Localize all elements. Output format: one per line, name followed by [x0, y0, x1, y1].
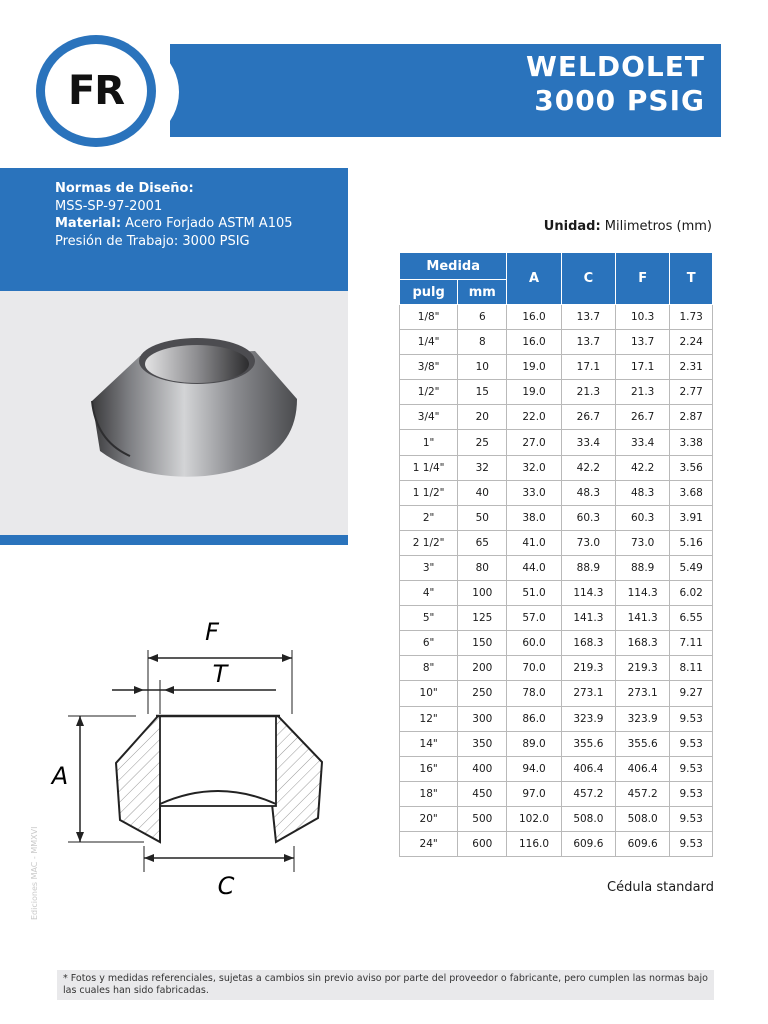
table-cell: 350 — [458, 731, 507, 756]
table-row — [400, 581, 713, 606]
presion-value: Presión de Trabajo: 3000 PSIG — [55, 233, 250, 249]
table-cell: 457.2 — [561, 781, 615, 806]
brand-logo-inner — [45, 44, 147, 138]
table-cell: 86.0 — [507, 706, 561, 731]
table-cell: 88.9 — [616, 555, 670, 580]
table-cell: 48.3 — [561, 480, 615, 505]
table-cell: 3.38 — [670, 430, 713, 455]
table-cell: 3/4" — [400, 405, 458, 430]
table-row — [400, 756, 713, 781]
table-cell: 5" — [400, 606, 458, 631]
table-cell: 73.0 — [561, 530, 615, 555]
page-title — [526, 50, 705, 118]
table-cell: 141.3 — [616, 606, 670, 631]
table-cell: 21.3 — [616, 380, 670, 405]
table-row — [400, 806, 713, 831]
table-cell: 273.1 — [616, 681, 670, 706]
table-cell: 355.6 — [561, 731, 615, 756]
table-cell: 168.3 — [616, 631, 670, 656]
table-cell: 73.0 — [616, 530, 670, 555]
table-row — [400, 355, 713, 380]
table-cell: 5.49 — [670, 555, 713, 580]
table-cell: 26.7 — [616, 405, 670, 430]
photo-accent-bar — [0, 535, 348, 545]
table-cell: 7.11 — [670, 631, 713, 656]
dimensions-table-body — [400, 305, 713, 857]
table-cell: 200 — [458, 656, 507, 681]
header-pulg: pulg — [400, 280, 458, 305]
dimensions-table — [399, 252, 713, 857]
table-cell: 12" — [400, 706, 458, 731]
table-row — [400, 455, 713, 480]
table-cell: 250 — [458, 681, 507, 706]
table-cell: 51.0 — [507, 581, 561, 606]
table-row — [400, 305, 713, 330]
table-cell: 1/4" — [400, 330, 458, 355]
material-value: Acero Forjado ASTM A105 — [121, 216, 293, 231]
table-cell: 13.7 — [561, 305, 615, 330]
header-t: T — [670, 253, 713, 305]
material-label: Material: — [55, 216, 122, 231]
table-cell: 26.7 — [561, 405, 615, 430]
table-cell: 94.0 — [507, 756, 561, 781]
title-line-1: WELDOLET — [526, 50, 705, 83]
table-cell: 27.0 — [507, 430, 561, 455]
table-cell: 40 — [458, 480, 507, 505]
table-cell: 508.0 — [561, 806, 615, 831]
table-cell: 80 — [458, 555, 507, 580]
watermark: Ediciones MAC - MMXVI — [30, 826, 39, 920]
table-cell: 8.11 — [670, 656, 713, 681]
table-cell: 609.6 — [561, 831, 615, 856]
table-cell: 406.4 — [561, 756, 615, 781]
table-cell: 114.3 — [561, 581, 615, 606]
diagram-label-a: A — [51, 762, 69, 790]
table-cell: 15 — [458, 380, 507, 405]
table-cell: 508.0 — [616, 806, 670, 831]
table-row — [400, 330, 713, 355]
header-medida: Medida — [400, 253, 507, 280]
spec-box — [0, 168, 348, 291]
table-cell: 9.53 — [670, 731, 713, 756]
table-cell: 273.1 — [561, 681, 615, 706]
table-cell: 3.68 — [670, 480, 713, 505]
table-cell: 10.3 — [616, 305, 670, 330]
table-cell: 57.0 — [507, 606, 561, 631]
table-cell: 457.2 — [616, 781, 670, 806]
table-cell: 17.1 — [561, 355, 615, 380]
table-cell: 406.4 — [616, 756, 670, 781]
table-cell: 100 — [458, 581, 507, 606]
table-row — [400, 505, 713, 530]
table-cell: 18" — [400, 781, 458, 806]
diagram-label-f: F — [205, 618, 219, 646]
footer-disclaimer: * Fotos y medidas referenciales, sujetas a cambios sin previo aviso por parte del proveedor o fabricante, pero cumplen las normas bajo las cuales han sido fabricadas. — [57, 970, 714, 1000]
table-cell: 3/8" — [400, 355, 458, 380]
table-cell: 355.6 — [616, 731, 670, 756]
table-cell: 24" — [400, 831, 458, 856]
table-cell: 168.3 — [561, 631, 615, 656]
table-row — [400, 530, 713, 555]
table-cell: 500 — [458, 806, 507, 831]
table-cell: 19.0 — [507, 380, 561, 405]
table-cell: 9.27 — [670, 681, 713, 706]
table-cell: 116.0 — [507, 831, 561, 856]
dimension-diagram — [40, 610, 340, 910]
header-c: C — [561, 253, 615, 305]
title-line-2: 3000 PSIG — [534, 84, 705, 117]
table-cell: 38.0 — [507, 505, 561, 530]
diagram-label-c: C — [217, 872, 235, 900]
table-cell: 9.53 — [670, 831, 713, 856]
table-cell: 48.3 — [616, 480, 670, 505]
table-cell: 20" — [400, 806, 458, 831]
table-cell: 3" — [400, 555, 458, 580]
table-cell: 323.9 — [616, 706, 670, 731]
table-cell: 150 — [458, 631, 507, 656]
table-cell: 2.77 — [670, 380, 713, 405]
table-cell: 4" — [400, 581, 458, 606]
table-cell: 400 — [458, 756, 507, 781]
table-cell: 1/8" — [400, 305, 458, 330]
table-cell: 16.0 — [507, 330, 561, 355]
table-cell: 22.0 — [507, 405, 561, 430]
brand-logo-text: FR — [67, 68, 125, 114]
unit-label-value: Milimetros (mm) — [600, 219, 712, 234]
header-mm: mm — [458, 280, 507, 305]
table-cell: 50 — [458, 505, 507, 530]
table-row — [400, 430, 713, 455]
header-a: A — [507, 253, 561, 305]
diagram-label-t: T — [212, 660, 228, 688]
table-cell: 44.0 — [507, 555, 561, 580]
table-cell: 25 — [458, 430, 507, 455]
table-cell: 20 — [458, 405, 507, 430]
table-row — [400, 606, 713, 631]
table-cell: 2.31 — [670, 355, 713, 380]
table-cell: 1.73 — [670, 305, 713, 330]
table-cell: 17.1 — [616, 355, 670, 380]
table-row — [400, 656, 713, 681]
unit-label-key: Unidad: — [543, 219, 601, 234]
spec-lines — [55, 180, 293, 250]
table-cell: 97.0 — [507, 781, 561, 806]
table-cell: 1" — [400, 430, 458, 455]
table-cell: 41.0 — [507, 530, 561, 555]
table-row — [400, 681, 713, 706]
table-cell: 3.91 — [670, 505, 713, 530]
unit-label — [544, 219, 712, 234]
table-cell: 6.02 — [670, 581, 713, 606]
table-cell: 9.53 — [670, 706, 713, 731]
table-cell: 2" — [400, 505, 458, 530]
table-cell: 2 1/2" — [400, 530, 458, 555]
table-cell: 6" — [400, 631, 458, 656]
table-row — [400, 831, 713, 856]
header-f: F — [616, 253, 670, 305]
table-cell: 16.0 — [507, 305, 561, 330]
table-cell: 16" — [400, 756, 458, 781]
table-cell: 2.87 — [670, 405, 713, 430]
table-cell: 450 — [458, 781, 507, 806]
table-cell: 3.56 — [670, 455, 713, 480]
table-cell: 1 1/4" — [400, 455, 458, 480]
table-cell: 219.3 — [561, 656, 615, 681]
product-photo-area — [0, 291, 348, 535]
table-cell: 88.9 — [561, 555, 615, 580]
weldolet-section-diagram — [40, 610, 340, 910]
table-cell: 60.0 — [507, 631, 561, 656]
table-cell: 32 — [458, 455, 507, 480]
table-cell: 42.2 — [616, 455, 670, 480]
table-row — [400, 631, 713, 656]
table-cell: 8" — [400, 656, 458, 681]
table-cell: 65 — [458, 530, 507, 555]
table-cell: 33.4 — [561, 430, 615, 455]
table-cell: 609.6 — [616, 831, 670, 856]
table-cell: 6.55 — [670, 606, 713, 631]
cedula-note: Cédula standard — [607, 880, 714, 895]
table-row — [400, 405, 713, 430]
table-cell: 5.16 — [670, 530, 713, 555]
table-cell: 102.0 — [507, 806, 561, 831]
table-cell: 9.53 — [670, 781, 713, 806]
table-cell: 10 — [458, 355, 507, 380]
table-cell: 10" — [400, 681, 458, 706]
table-cell: 300 — [458, 706, 507, 731]
table-cell: 14" — [400, 731, 458, 756]
table-cell: 42.2 — [561, 455, 615, 480]
table-cell: 114.3 — [616, 581, 670, 606]
table-cell: 33.4 — [616, 430, 670, 455]
table-cell: 13.7 — [561, 330, 615, 355]
table-cell: 2.24 — [670, 330, 713, 355]
table-row — [400, 480, 713, 505]
table-row — [400, 731, 713, 756]
normas-value: MSS-SP-97-2001 — [55, 198, 163, 214]
table-cell: 9.53 — [670, 756, 713, 781]
table-cell: 8 — [458, 330, 507, 355]
table-row — [400, 555, 713, 580]
table-cell: 60.3 — [616, 505, 670, 530]
table-row — [400, 380, 713, 405]
table-cell: 78.0 — [507, 681, 561, 706]
table-cell: 1/2" — [400, 380, 458, 405]
table-cell: 33.0 — [507, 480, 561, 505]
table-cell: 219.3 — [616, 656, 670, 681]
table-cell: 1 1/2" — [400, 480, 458, 505]
table-cell: 6 — [458, 305, 507, 330]
normas-label: Normas de Diseño: — [55, 181, 194, 196]
table-row — [400, 781, 713, 806]
table-cell: 125 — [458, 606, 507, 631]
table-cell: 89.0 — [507, 731, 561, 756]
table-cell: 21.3 — [561, 380, 615, 405]
table-cell: 70.0 — [507, 656, 561, 681]
table-cell: 141.3 — [561, 606, 615, 631]
table-cell: 60.3 — [561, 505, 615, 530]
table-cell: 323.9 — [561, 706, 615, 731]
table-cell: 32.0 — [507, 455, 561, 480]
table-cell: 19.0 — [507, 355, 561, 380]
table-cell: 13.7 — [616, 330, 670, 355]
table-cell: 600 — [458, 831, 507, 856]
table-cell: 9.53 — [670, 806, 713, 831]
weldolet-photo — [0, 291, 348, 535]
table-row — [400, 706, 713, 731]
